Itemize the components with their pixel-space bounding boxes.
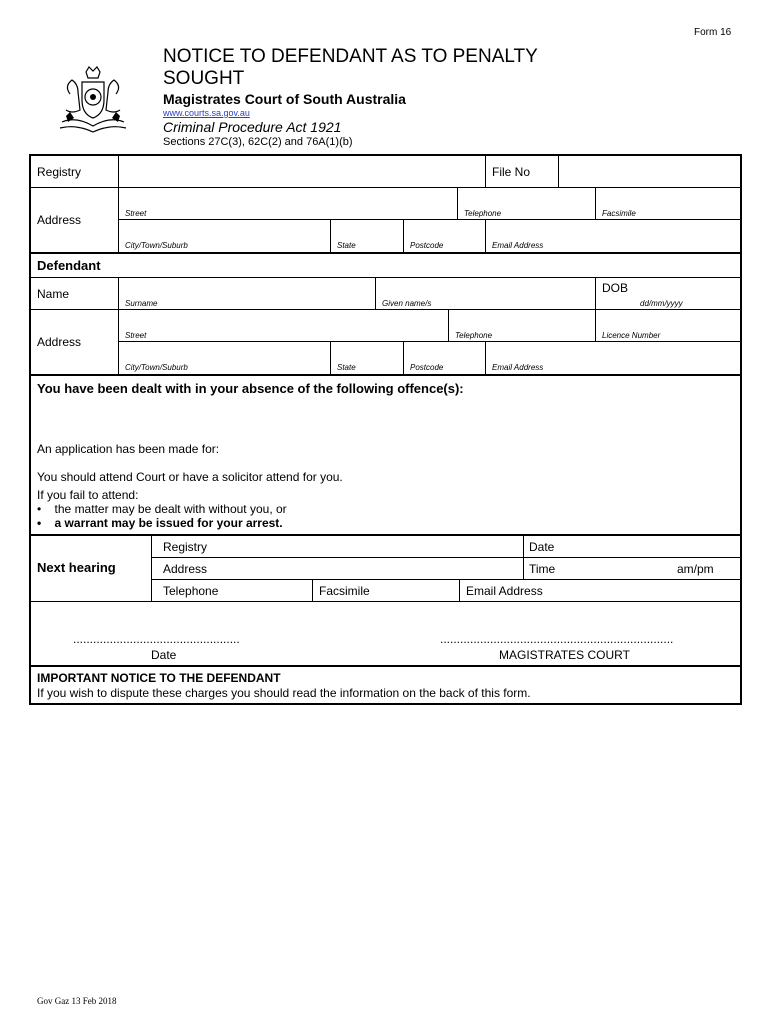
form-number: Form 16 [694,27,732,38]
hearing-time-field[interactable]: Time [529,562,556,576]
defendant-telephone-field[interactable]: Telephone [455,331,493,340]
act-name: Criminal Procedure Act 1921 [163,119,342,135]
offence-heading: You have been dealt with in your absence of the following offence(s): [37,381,464,396]
hearing-date-field[interactable]: Date [529,540,555,554]
file-no-label: File No [492,165,531,179]
page-title: NOTICE TO DEFENDANT AS TO PENALTY SOUGHT [163,46,538,89]
defendant-postcode-field[interactable]: Postcode [410,363,444,372]
coat-of-arms-icon [56,64,130,136]
signature-date-label: Date [151,648,177,662]
registry-facsimile-field[interactable]: Facsimile [602,209,636,218]
name-label: Name [37,287,70,301]
defendant-city-field[interactable]: City/Town/Suburb [125,363,188,372]
date-signature-line[interactable]: .................................................. [73,632,240,646]
registry-city-field[interactable]: City/Town/Suburb [125,241,188,250]
attend-text: You should attend Court or have a solicitor attend for you. [37,470,343,484]
court-website-link[interactable]: www.courts.sa.gov.au [163,108,250,118]
registry-telephone-field[interactable]: Telephone [464,209,502,218]
notice-form [29,154,742,705]
next-hearing-heading: Next hearing [37,560,116,575]
defendant-heading: Defendant [37,258,101,273]
hearing-email-field[interactable]: Email Address [466,584,543,598]
file-no-field[interactable] [560,156,740,186]
registry-street-field[interactable]: Street [125,209,147,218]
licence-number-field[interactable]: Licence Number [602,331,661,340]
hearing-registry-field[interactable]: Registry [163,540,208,554]
gazette-footer: Gov Gaz 13 Feb 2018 [37,996,117,1006]
act-sections: Sections 27C(3), 62C(2) and 76A(1)(b) [163,136,353,148]
bullet-item [37,516,283,530]
magistrates-court-label: MAGISTRATES COURT [499,648,630,662]
registry-postcode-field[interactable]: Postcode [410,241,444,250]
hearing-address-field[interactable]: Address [163,562,208,576]
important-notice-text: If you wish to dispute these charges you should read the information on the back of this form. [37,686,531,700]
hearing-telephone-field[interactable]: Telephone [163,584,219,598]
bullet-item [37,502,287,516]
bullet-icon: • [37,516,42,530]
registry-label: Registry [37,165,82,179]
registry-state-field[interactable]: State [337,241,356,250]
application-text: An application has been made for: [37,442,220,456]
bullet-text: a warrant may be issued for your arrest. [54,516,283,530]
defendant-state-field[interactable]: State [337,363,356,372]
important-notice-heading: IMPORTANT NOTICE TO THE DEFENDANT [37,671,281,685]
am-pm-label: am/pm [677,562,714,576]
fail-text: If you fail to attend: [37,488,139,502]
court-name: Magistrates Court of South Australia [163,91,406,107]
surname-field[interactable]: Surname [125,299,158,308]
hearing-facsimile-field[interactable]: Facsimile [319,584,370,598]
defendant-street-field[interactable]: Street [125,331,147,340]
bullet-icon: • [37,502,42,516]
dob-label: DOB [602,281,629,295]
registry-field[interactable] [120,156,483,186]
registry-email-field[interactable]: Email Address [492,241,544,250]
given-names-field[interactable]: Given name/s [382,299,432,308]
court-signature-line[interactable]: ...................................................................... [440,632,674,646]
defendant-address-label: Address [37,335,82,349]
dob-field[interactable]: dd/mm/yyyy [640,299,683,308]
bullet-text: the matter may be dealt with without you, or [54,502,287,516]
defendant-email-field[interactable]: Email Address [492,363,544,372]
registry-address-label: Address [37,213,82,227]
